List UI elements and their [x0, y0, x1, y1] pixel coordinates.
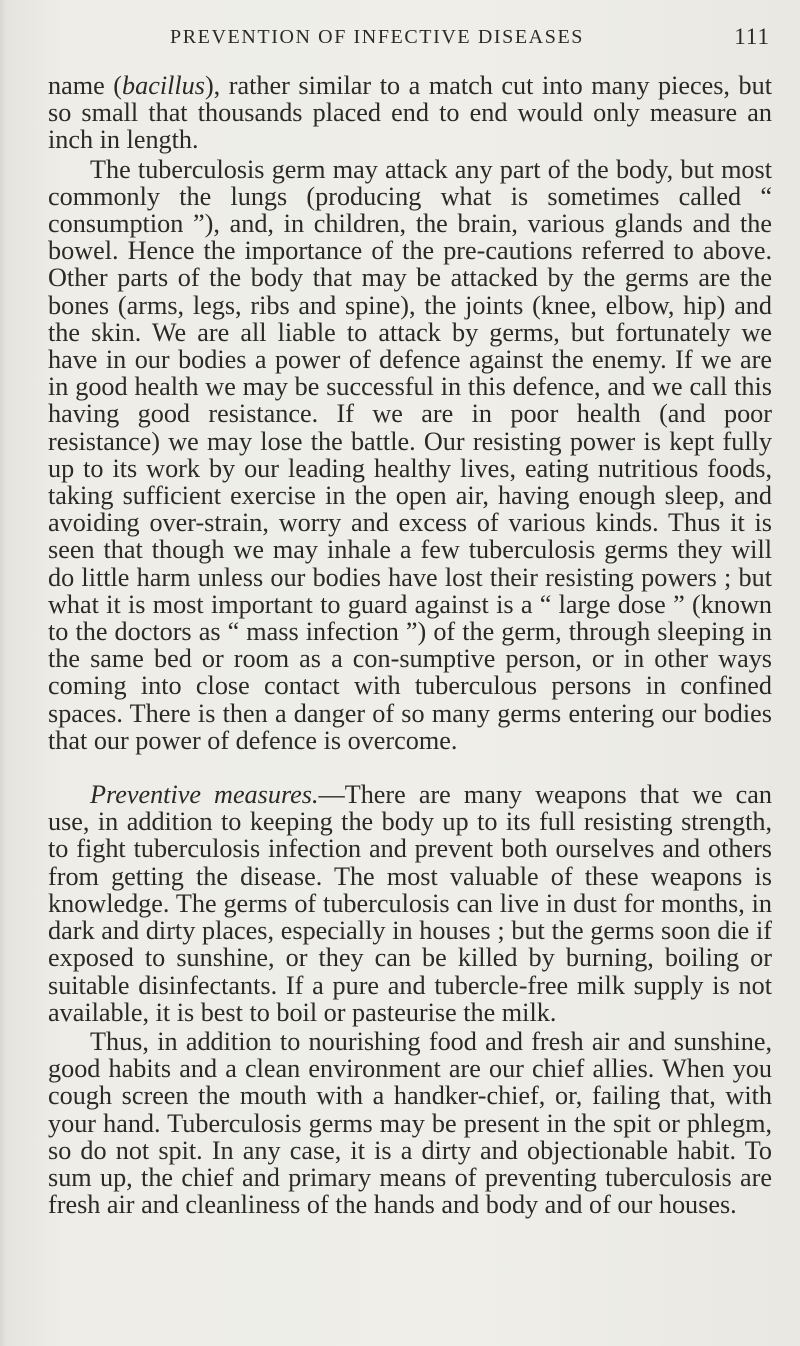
paragraph-tuberculosis-attack: The tuberculosis germ may attack any part of the body, but most commonly the lungs (producing what is sometimes called “ consumption ”), and, in children, the brain, various glands and the bowel. Hence the importance of the pre-cautions referred to above. Other parts of the body that may be attacked by the germs are the bones (arms, legs, ribs and spine), the joints (knee, elbow, hip) and the skin. We are all liable to attack by germs, but fortunately we have in our bodies a power of defence against the enemy. If we are in good health we may be successful in this defence, and we call this having good resistance. If we are in poor health (and poor resistance) we may lose the battle. Our resisting power is kept fully up to its work by our leading healthy lives, eating nutritious foods, taking sufficient exercise in the open air, having enough sleep, and avoiding over-strain, worry and excess of various kinds. Thus it is seen that though we may inhale a few tuberculosis germs they will do little harm unless our bodies have lost their resisting powers ; but what it is most important to guard against is a “ large dose ” (known to the doctors as “ mass infection ”) of the germ, through sleeping in the same bed or room as a con-sumptive person, or in other ways coming into close contact with tuberculous persons in confined spaces. There is then a danger of so many germs entering our bodies that our power of defence is overcome. [48, 154, 772, 755]
section-heading-preventive-measures: Preventive measures. [90, 780, 319, 810]
paragraph-continuation [48, 72, 772, 154]
page-number: 111 [734, 24, 770, 49]
running-title: PREVENTION OF INFECTIVE DISEASES [170, 26, 584, 48]
paragraph-summary: Thus, in addition to nourishing food and fresh air and sunshine, good habits and a clean environment are our chief allies. When you cough screen the mouth with a handker-chief, or, failing that, with your hand. Tuberculosis germs may be present in the spit or phlegm, so do not spit. In any case, it is a dirty and objectionable habit. To sum up, the chief and primary means of preventing tuberculosis are fresh air and cleanliness of the hands and body and of our houses. [48, 1026, 772, 1220]
page-gutter-shadow [0, 0, 6, 1346]
paragraph-1-lead: name [48, 71, 114, 100]
paragraph-preventive-measures [48, 781, 772, 1026]
paragraph-1-paren: ( [113, 71, 123, 100]
running-head [170, 26, 770, 56]
body-text [48, 72, 772, 1218]
paragraph-1-rest: ), rather similar to a match cut into many pieces, but so small that thousands placed end to end would only measure an inch in length. [48, 71, 772, 155]
italic-term-bacillus: bacillus [122, 71, 205, 100]
paragraph-preventive-body: —There are many weapons that we can use, in addition to keeping the body up to its full resisting strength, to fight tuberculosis infection and prevent both ourselves and others from getting the disease. The most valuable of these weapons is knowledge. The germs of tuberculosis can live in dust for months, in dark and dirty places, especially in houses ; but the germs soon die if exposed to sunshine, or they can be killed by burning, boiling or suitable disinfectants. If a pure and tubercle-free milk supply is not available, it is best to boil or pasteurise the milk. [48, 780, 772, 1027]
